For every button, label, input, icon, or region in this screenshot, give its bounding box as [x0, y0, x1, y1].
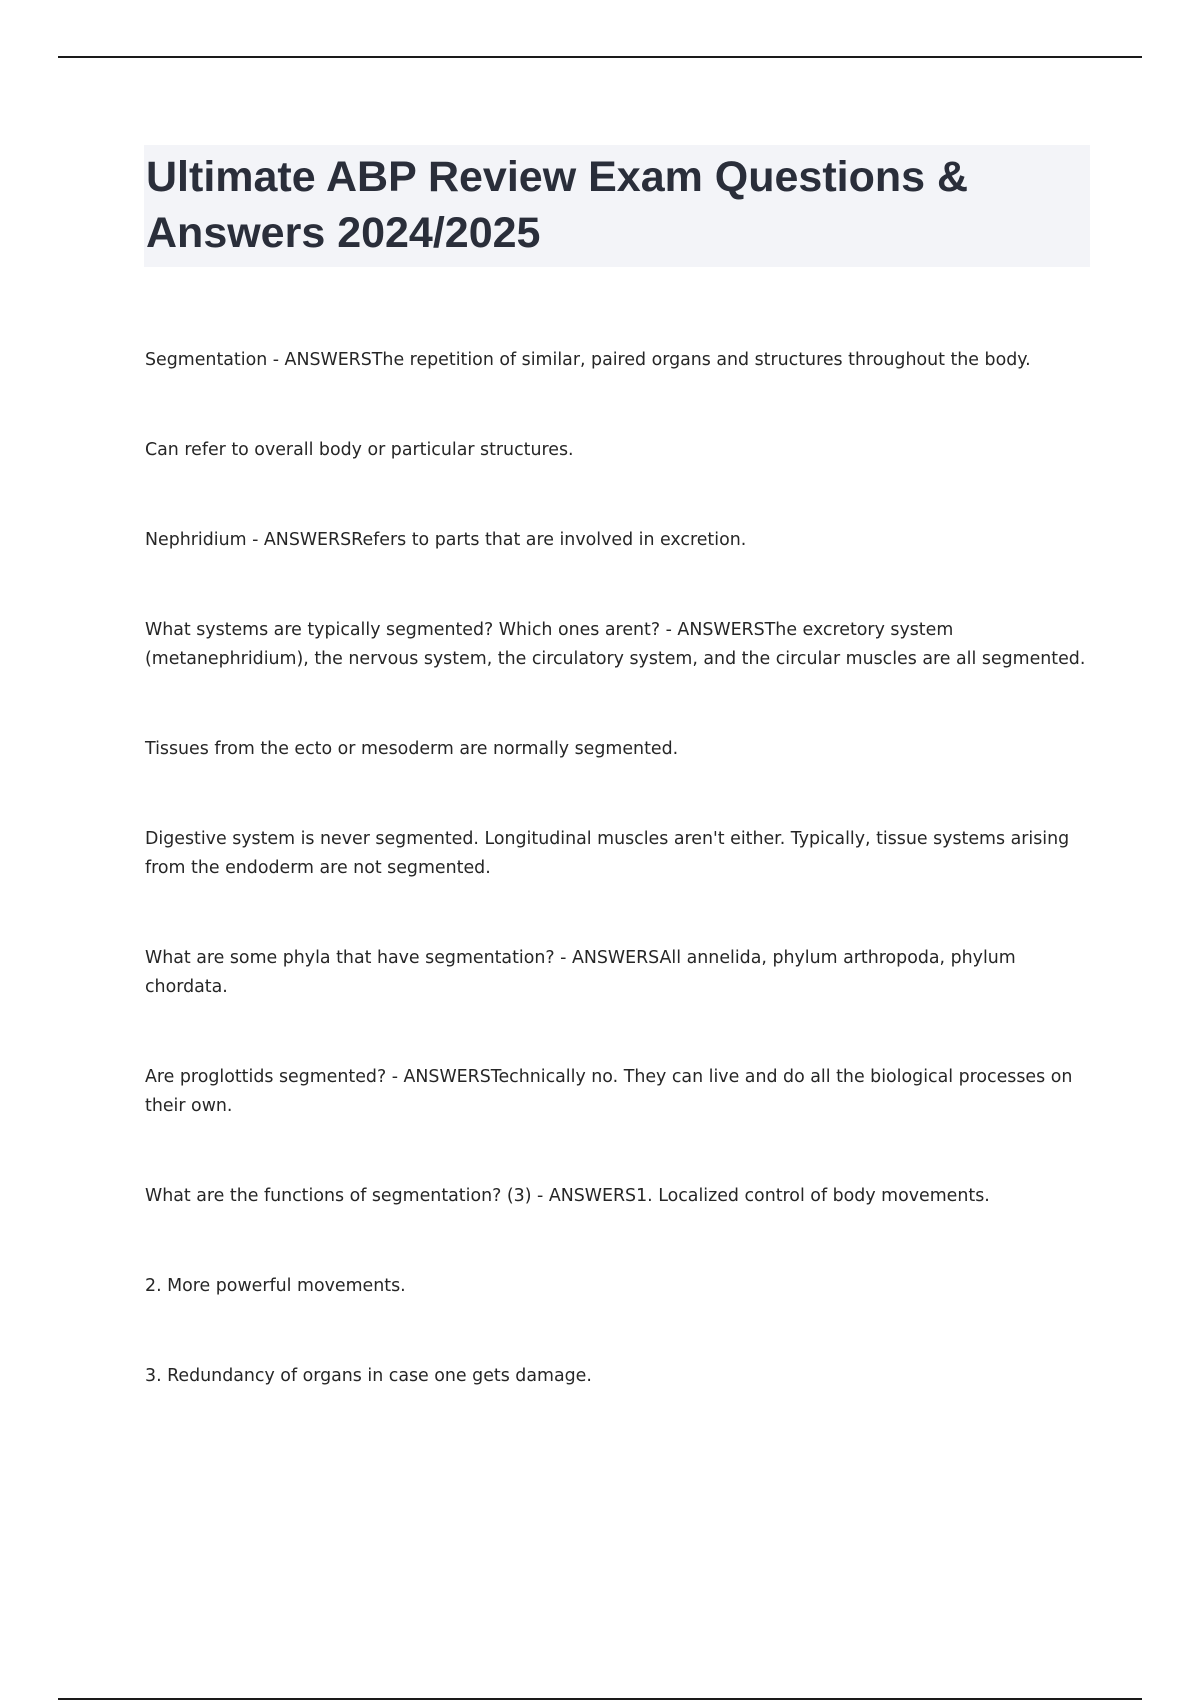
paragraph: Can refer to overall body or particular structures.	[145, 440, 574, 460]
paragraph: 3. Redundancy of organs in case one gets damage.	[145, 1366, 592, 1386]
top-divider	[58, 56, 1142, 58]
paragraph: 2. More powerful movements.	[145, 1276, 406, 1296]
title-block	[144, 145, 1090, 267]
paragraph: Tissues from the ecto or mesoderm are normally segmented.	[145, 739, 679, 759]
paragraph: Segmentation - ANSWERSThe repetition of similar, paired organs and structures throughout the body.	[145, 350, 1031, 370]
paragraph: Nephridium - ANSWERSRefers to parts that are involved in excretion.	[145, 530, 747, 550]
document-body	[145, 346, 1090, 1452]
paragraph: Are proglottids segmented? - ANSWERSTechnically no. They can live and do all the biological processes on their own.	[145, 1067, 1073, 1116]
paragraph: What are some phyla that have segmentation? - ANSWERSAll annelida, phylum arthropoda, phylum chordata.	[145, 948, 1016, 997]
paragraph: What are the functions of segmentation? (3) - ANSWERS1. Localized control of body movements.	[145, 1186, 990, 1206]
document-title: Ultimate ABP Review Exam Questions & Answers 2024/2025	[146, 153, 969, 257]
paragraph: Digestive system is never segmented. Longitudinal muscles aren't either. Typically, tissue systems arising from the endoderm are not segmented.	[145, 829, 1070, 878]
paragraph: What systems are typically segmented? Which ones arent? - ANSWERSThe excretory system (metanephridium), the nervous system, the circulatory system, and the circular muscles are all segmented.	[145, 620, 1086, 669]
